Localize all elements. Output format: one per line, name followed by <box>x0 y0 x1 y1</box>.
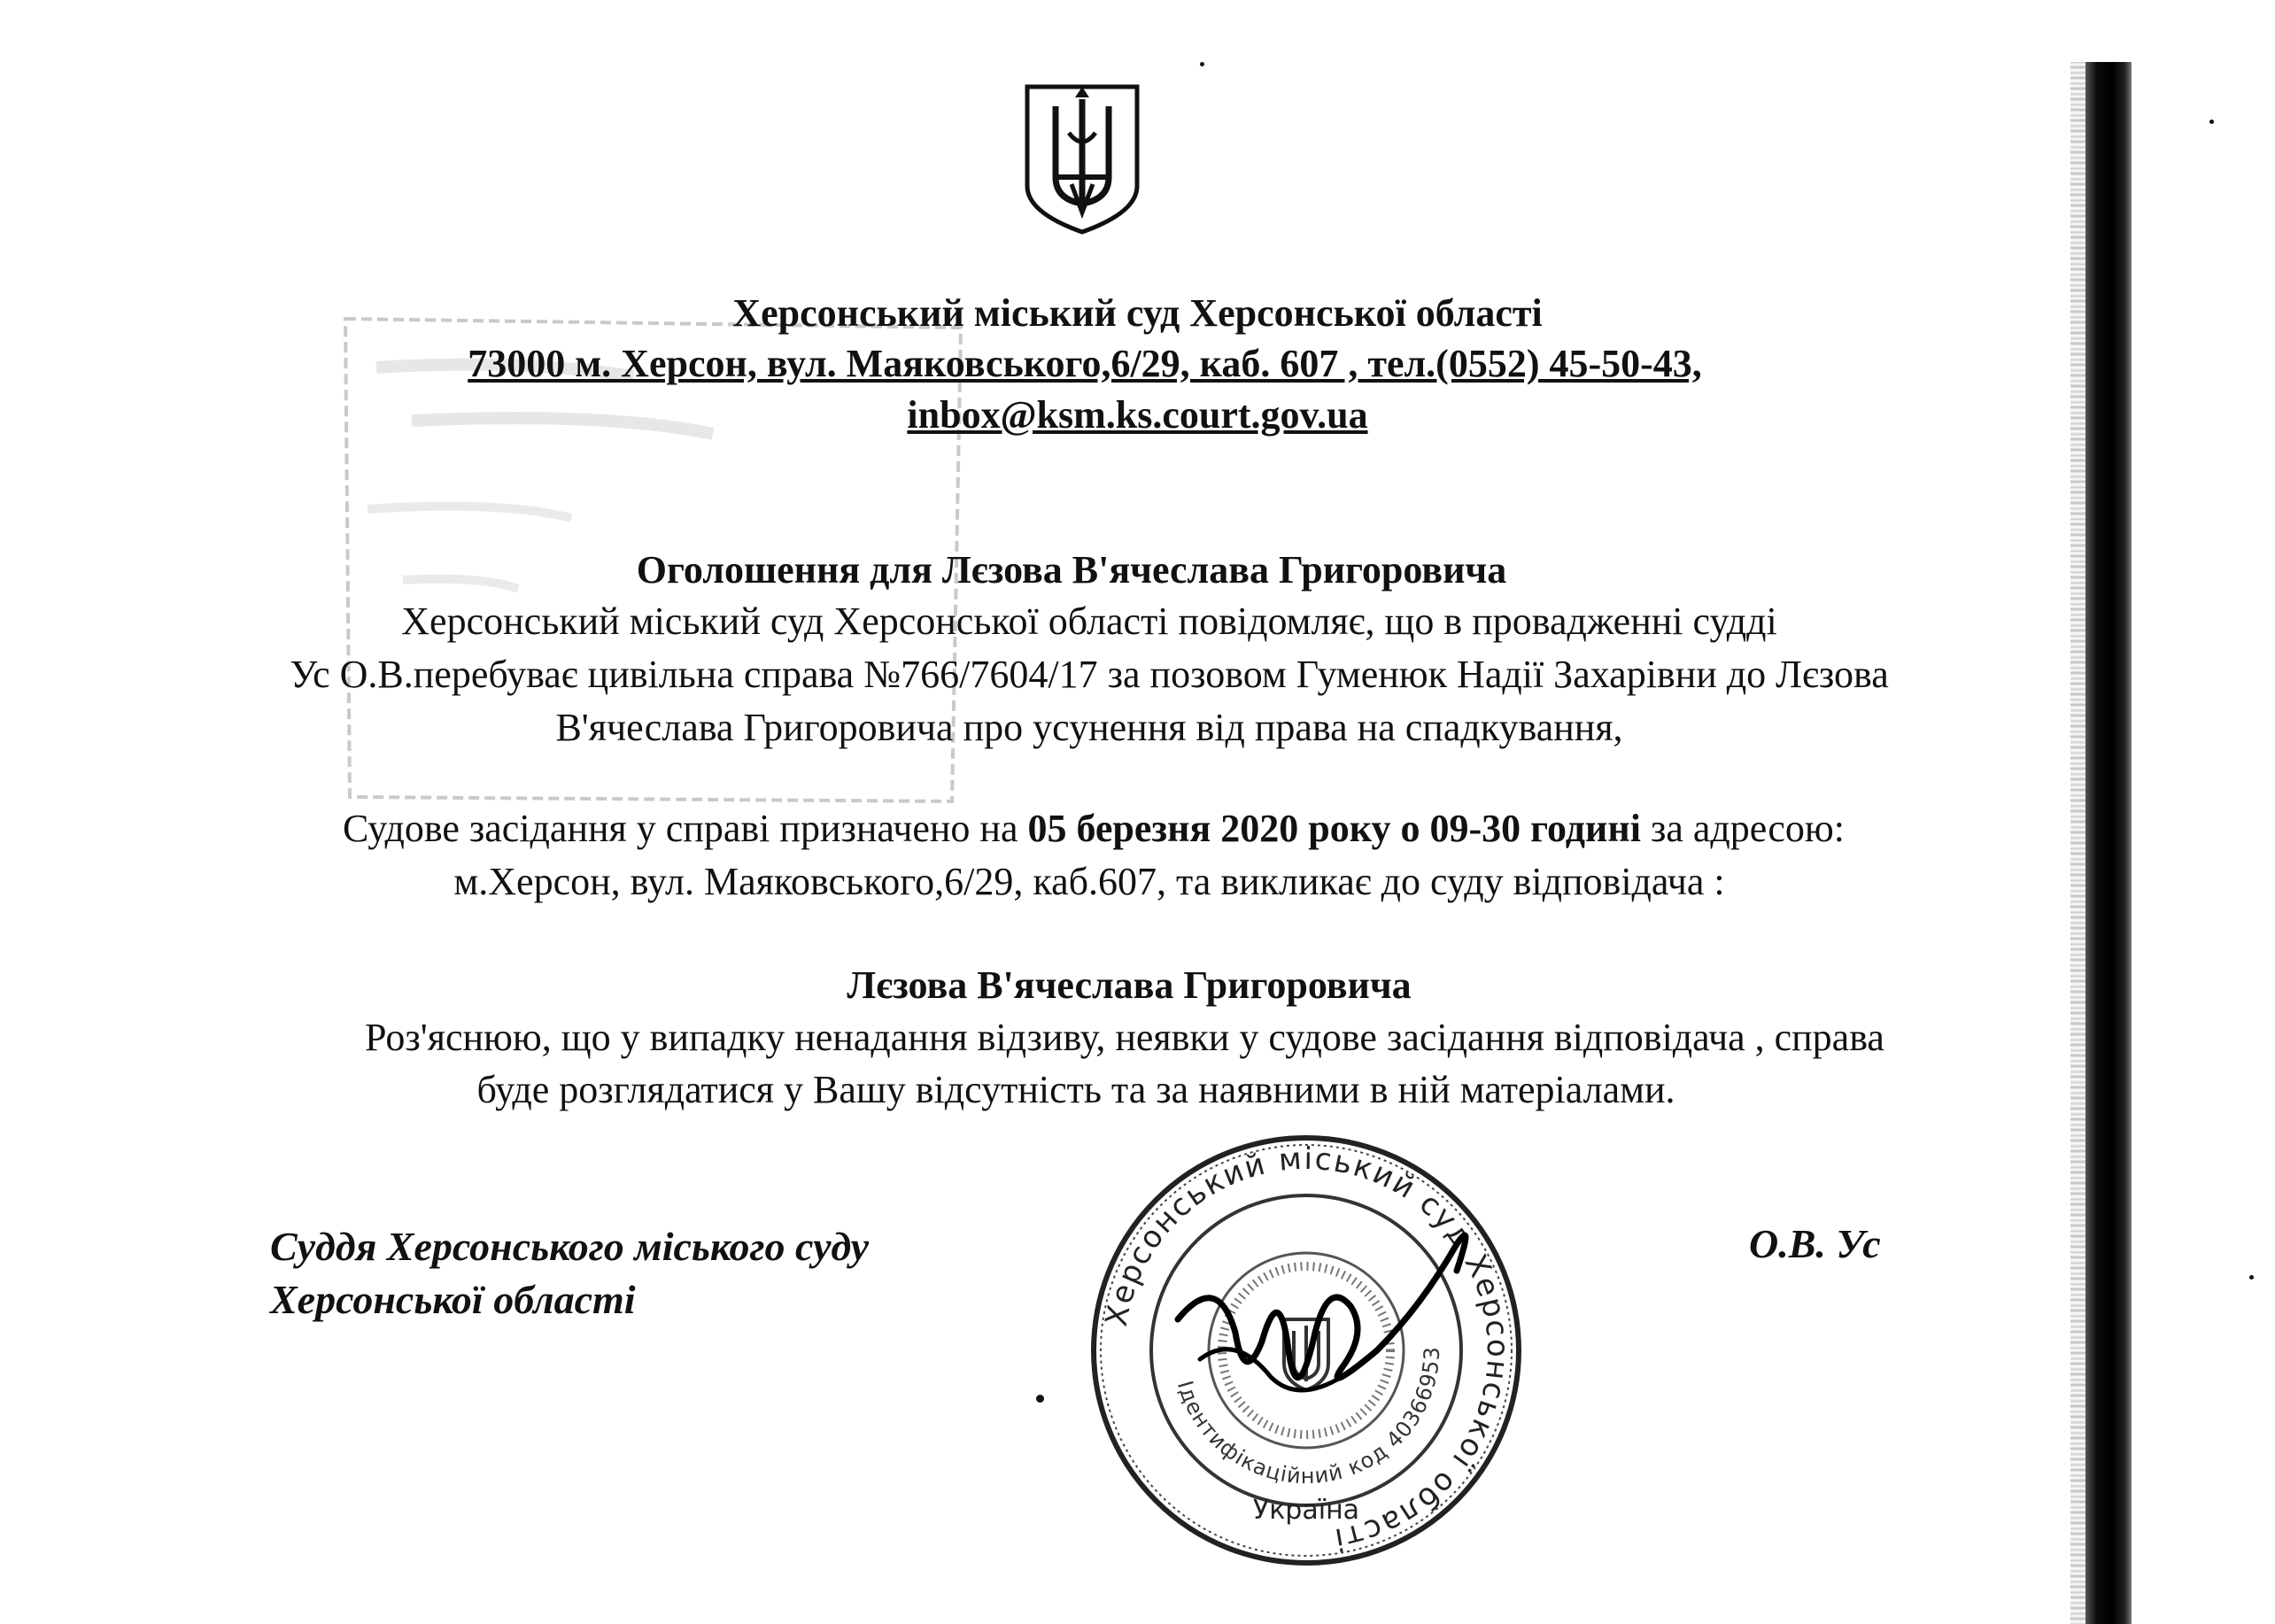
judge-title <box>270 1220 869 1326</box>
scan-speck <box>1200 62 1204 66</box>
explanation-line-1: Роз'яснюю, що у випадку ненадання відзиву, неявки у судове засідання відповідача , справа <box>365 1016 1884 1059</box>
notice-line-2: Ус О.В.перебуває цивільна справа №766/7604/17 за позовом Гуменюк Надії Захарівни до Лєзова <box>290 653 1889 696</box>
hearing-prefix: Судове засідання у справі призначено на <box>342 807 1028 850</box>
seal-outer-text: Херсонський міський суд Херсонської області <box>1098 1141 1516 1558</box>
seal-bottom-text: Україна <box>1252 1495 1360 1526</box>
trident-coat-of-arms-icon <box>1020 80 1144 239</box>
court-name: Херсонський міський суд Херсонської області <box>732 291 1543 335</box>
hearing-suffix: за адресою: <box>1640 807 1846 850</box>
explanation-line-2: буде розглядатися у Вашу відсутність та за наявними в ній матеріалами. <box>476 1068 1675 1111</box>
court-address: 73000 м. Херсон, вул. Маяковського,6/29, каб. 607 , тел.(0552) 45-50-43, <box>468 342 1702 385</box>
judge-title-line-1: Суддя Херсонського міського суду <box>270 1224 869 1269</box>
judge-title-line-2: Херсонської області <box>270 1277 636 1322</box>
scan-speck <box>1036 1395 1044 1403</box>
court-seal-icon <box>1085 1129 1528 1572</box>
seal-inner-text: Ідентифікаційний код 40366953 <box>1172 1345 1445 1489</box>
notice-line-1: Херсонський міський суд Херсонської області повідомляє, що в провадженні судді <box>401 599 1777 643</box>
judge-name: О.В. Ус <box>1749 1221 1881 1266</box>
scan-speck <box>2249 1275 2254 1280</box>
notice-title: Оголошення для Лєзова В'ячеслава Григоровича <box>636 548 1507 592</box>
hearing-line <box>0 806 2187 851</box>
hearing-address: м.Херсон, вул. Маяковського,6/29, каб.607, та викликає до суду відповідача : <box>453 860 1725 903</box>
defendant-name: Лєзова В'ячеслава Григоровича <box>847 963 1412 1007</box>
court-email-link[interactable]: inbox@ksm.ks.court.gov.ua <box>907 393 1368 437</box>
notice-line-3: В'ячеслава Григоровича про усунення від права на спадкування, <box>555 706 1623 749</box>
scan-speck <box>2209 120 2214 124</box>
hearing-date: 05 березня 2020 року о 09-30 годині <box>1027 807 1641 850</box>
